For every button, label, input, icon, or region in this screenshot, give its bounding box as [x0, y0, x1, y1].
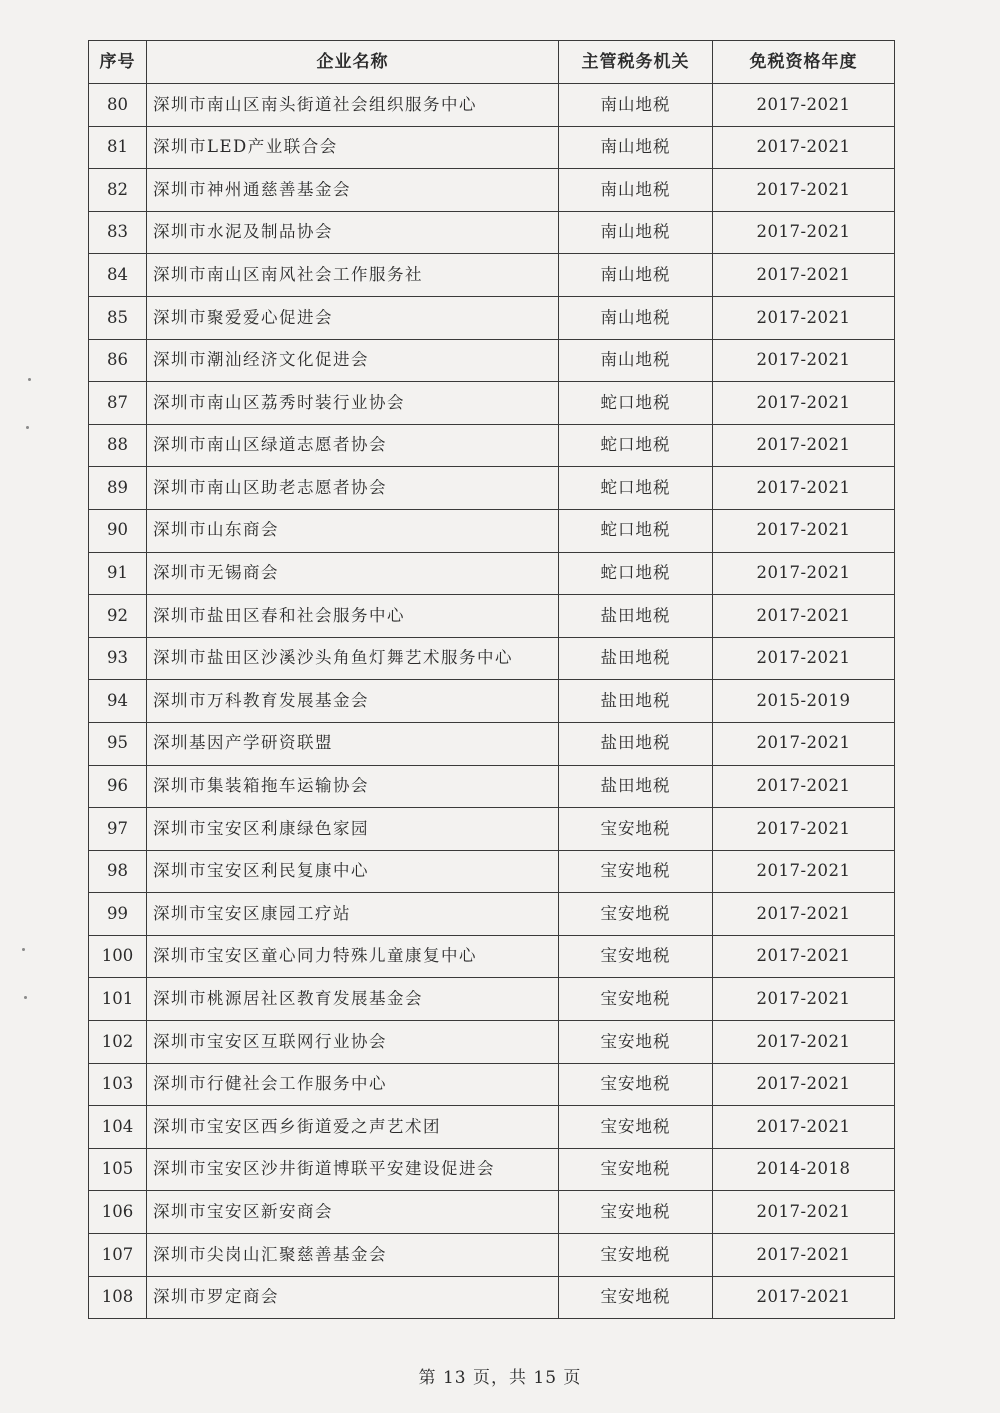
- cell-exempt-years: 2017-2021: [713, 509, 895, 552]
- table-row: [89, 765, 895, 808]
- scan-speck: [22, 948, 25, 951]
- cell-tax-office: 南山地税: [559, 254, 713, 297]
- cell-no: 83: [89, 211, 147, 254]
- cell-organization-name: 深圳市宝安区童心同力特殊儿童康复中心: [147, 935, 559, 978]
- cell-organization-name: 深圳市行健社会工作服务中心: [147, 1063, 559, 1106]
- cell-no: 82: [89, 169, 147, 212]
- cell-tax-office: 宝安地税: [559, 808, 713, 851]
- cell-exempt-years: 2017-2021: [713, 850, 895, 893]
- cell-no: 94: [89, 680, 147, 723]
- cell-organization-name: 深圳市宝安区西乡街道爱之声艺术团: [147, 1106, 559, 1149]
- cell-no: 88: [89, 424, 147, 467]
- cell-organization-name: 深圳市无锡商会: [147, 552, 559, 595]
- cell-tax-office: 南山地税: [559, 339, 713, 382]
- cell-exempt-years: 2017-2021: [713, 595, 895, 638]
- cell-no: 81: [89, 126, 147, 169]
- cell-no: 102: [89, 1021, 147, 1064]
- cell-no: 103: [89, 1063, 147, 1106]
- scan-speck: [24, 996, 27, 999]
- cell-exempt-years: 2017-2021: [713, 296, 895, 339]
- cell-organization-name: 深圳市宝安区互联网行业协会: [147, 1021, 559, 1064]
- table-row: [89, 509, 895, 552]
- cell-no: 92: [89, 595, 147, 638]
- table-row: [89, 1191, 895, 1234]
- cell-tax-office: 宝安地税: [559, 1191, 713, 1234]
- cell-exempt-years: 2017-2021: [713, 1276, 895, 1319]
- cell-exempt-years: 2017-2021: [713, 84, 895, 127]
- scan-speck: [26, 426, 29, 429]
- cell-organization-name: 深圳市山东商会: [147, 509, 559, 552]
- cell-no: 96: [89, 765, 147, 808]
- table-row: [89, 169, 895, 212]
- cell-no: 89: [89, 467, 147, 510]
- cell-exempt-years: 2014-2018: [713, 1148, 895, 1191]
- cell-no: 84: [89, 254, 147, 297]
- cell-organization-name: 深圳市宝安区利康绿色家园: [147, 808, 559, 851]
- cell-organization-name: 深圳市南山区南风社会工作服务社: [147, 254, 559, 297]
- table-row: [89, 1276, 895, 1319]
- cell-no: 101: [89, 978, 147, 1021]
- cell-exempt-years: 2015-2019: [713, 680, 895, 723]
- tax-exempt-table: [88, 40, 895, 1319]
- cell-exempt-years: 2017-2021: [713, 1191, 895, 1234]
- table-row: [89, 722, 895, 765]
- cell-exempt-years: 2017-2021: [713, 211, 895, 254]
- table-row: [89, 211, 895, 254]
- cell-organization-name: 深圳市罗定商会: [147, 1276, 559, 1319]
- cell-organization-name: 深圳市盐田区春和社会服务中心: [147, 595, 559, 638]
- table-row: [89, 893, 895, 936]
- table-row: [89, 424, 895, 467]
- cell-tax-office: 盐田地税: [559, 680, 713, 723]
- cell-exempt-years: 2017-2021: [713, 339, 895, 382]
- cell-organization-name: 深圳市尖岗山汇聚慈善基金会: [147, 1234, 559, 1277]
- cell-no: 90: [89, 509, 147, 552]
- cell-no: 107: [89, 1234, 147, 1277]
- cell-tax-office: 盐田地税: [559, 722, 713, 765]
- table-row: [89, 339, 895, 382]
- cell-tax-office: 宝安地税: [559, 935, 713, 978]
- table-row: [89, 552, 895, 595]
- cell-exempt-years: 2017-2021: [713, 637, 895, 680]
- cell-tax-office: 盐田地税: [559, 595, 713, 638]
- cell-tax-office: 蛇口地税: [559, 382, 713, 425]
- cell-organization-name: 深圳市宝安区利民复康中心: [147, 850, 559, 893]
- cell-exempt-years: 2017-2021: [713, 978, 895, 1021]
- cell-organization-name: 深圳市神州通慈善基金会: [147, 169, 559, 212]
- cell-organization-name: 深圳市南山区荔秀时装行业协会: [147, 382, 559, 425]
- cell-no: 108: [89, 1276, 147, 1319]
- cell-no: 85: [89, 296, 147, 339]
- table-row: [89, 1021, 895, 1064]
- table-row: [89, 850, 895, 893]
- cell-tax-office: 宝安地税: [559, 1276, 713, 1319]
- table-row: [89, 254, 895, 297]
- cell-tax-office: 南山地税: [559, 296, 713, 339]
- header-row: [89, 41, 895, 84]
- cell-tax-office: 南山地税: [559, 126, 713, 169]
- cell-organization-name: 深圳市宝安区沙井街道博联平安建设促进会: [147, 1148, 559, 1191]
- cell-no: 97: [89, 808, 147, 851]
- tax-exempt-table-wrapper: [88, 40, 894, 1319]
- header-years: 免税资格年度: [713, 41, 895, 84]
- cell-no: 99: [89, 893, 147, 936]
- cell-no: 98: [89, 850, 147, 893]
- cell-no: 105: [89, 1148, 147, 1191]
- header-name: 企业名称: [147, 41, 559, 84]
- table-row: [89, 84, 895, 127]
- cell-exempt-years: 2017-2021: [713, 1063, 895, 1106]
- cell-tax-office: 宝安地税: [559, 1063, 713, 1106]
- cell-no: 93: [89, 637, 147, 680]
- cell-tax-office: 南山地税: [559, 211, 713, 254]
- cell-organization-name: 深圳市盐田区沙溪沙头角鱼灯舞艺术服务中心: [147, 637, 559, 680]
- page-number-footer: 第 13 页，共 15 页: [418, 1368, 582, 1388]
- cell-organization-name: 深圳市潮汕经济文化促进会: [147, 339, 559, 382]
- header-tax-office: 主管税务机关: [559, 41, 713, 84]
- cell-exempt-years: 2017-2021: [713, 722, 895, 765]
- cell-no: 106: [89, 1191, 147, 1234]
- table-row: [89, 467, 895, 510]
- cell-tax-office: 宝安地税: [559, 1234, 713, 1277]
- cell-tax-office: 宝安地税: [559, 978, 713, 1021]
- cell-exempt-years: 2017-2021: [713, 382, 895, 425]
- table-row: [89, 1063, 895, 1106]
- cell-exempt-years: 2017-2021: [713, 467, 895, 510]
- cell-no: 80: [89, 84, 147, 127]
- cell-organization-name: 深圳基因产学研资联盟: [147, 722, 559, 765]
- table-row: [89, 680, 895, 723]
- scan-speck: [28, 378, 31, 381]
- table-row: [89, 935, 895, 978]
- cell-exempt-years: 2017-2021: [713, 808, 895, 851]
- cell-organization-name: 深圳市水泥及制品协会: [147, 211, 559, 254]
- cell-exempt-years: 2017-2021: [713, 935, 895, 978]
- cell-exempt-years: 2017-2021: [713, 424, 895, 467]
- cell-organization-name: 深圳市宝安区新安商会: [147, 1191, 559, 1234]
- table-row: [89, 1234, 895, 1277]
- table-body: [89, 84, 895, 1319]
- cell-organization-name: 深圳市桃源居社区教育发展基金会: [147, 978, 559, 1021]
- cell-no: 100: [89, 935, 147, 978]
- cell-tax-office: 宝安地税: [559, 850, 713, 893]
- table-row: [89, 1106, 895, 1149]
- cell-tax-office: 南山地税: [559, 169, 713, 212]
- header-no: 序号: [89, 41, 147, 84]
- cell-exempt-years: 2017-2021: [713, 1021, 895, 1064]
- cell-tax-office: 宝安地税: [559, 1106, 713, 1149]
- table-header: [89, 41, 895, 84]
- cell-exempt-years: 2017-2021: [713, 169, 895, 212]
- cell-organization-name: 深圳市南山区绿道志愿者协会: [147, 424, 559, 467]
- cell-tax-office: 蛇口地税: [559, 552, 713, 595]
- cell-exempt-years: 2017-2021: [713, 552, 895, 595]
- cell-tax-office: 宝安地税: [559, 1148, 713, 1191]
- cell-organization-name: 深圳市南山区助老志愿者协会: [147, 467, 559, 510]
- cell-tax-office: 蛇口地税: [559, 509, 713, 552]
- cell-organization-name: 深圳市集装箱拖车运输协会: [147, 765, 559, 808]
- cell-exempt-years: 2017-2021: [713, 126, 895, 169]
- cell-tax-office: 宝安地税: [559, 1021, 713, 1064]
- cell-organization-name: 深圳市南山区南头街道社会组织服务中心: [147, 84, 559, 127]
- cell-exempt-years: 2017-2021: [713, 1234, 895, 1277]
- cell-no: 91: [89, 552, 147, 595]
- table-row: [89, 595, 895, 638]
- cell-organization-name: 深圳市LED产业联合会: [147, 126, 559, 169]
- cell-tax-office: 盐田地税: [559, 637, 713, 680]
- table-row: [89, 126, 895, 169]
- cell-organization-name: 深圳市聚爱爱心促进会: [147, 296, 559, 339]
- table-row: [89, 1148, 895, 1191]
- cell-tax-office: 蛇口地税: [559, 467, 713, 510]
- table-row: [89, 978, 895, 1021]
- cell-exempt-years: 2017-2021: [713, 765, 895, 808]
- cell-exempt-years: 2017-2021: [713, 1106, 895, 1149]
- cell-organization-name: 深圳市万科教育发展基金会: [147, 680, 559, 723]
- cell-no: 86: [89, 339, 147, 382]
- cell-tax-office: 宝安地税: [559, 893, 713, 936]
- cell-tax-office: 南山地税: [559, 84, 713, 127]
- cell-exempt-years: 2017-2021: [713, 254, 895, 297]
- cell-organization-name: 深圳市宝安区康园工疗站: [147, 893, 559, 936]
- cell-tax-office: 蛇口地税: [559, 424, 713, 467]
- table-row: [89, 808, 895, 851]
- cell-exempt-years: 2017-2021: [713, 893, 895, 936]
- cell-no: 95: [89, 722, 147, 765]
- table-row: [89, 382, 895, 425]
- table-row: [89, 637, 895, 680]
- cell-no: 104: [89, 1106, 147, 1149]
- table-row: [89, 296, 895, 339]
- cell-no: 87: [89, 382, 147, 425]
- cell-tax-office: 盐田地税: [559, 765, 713, 808]
